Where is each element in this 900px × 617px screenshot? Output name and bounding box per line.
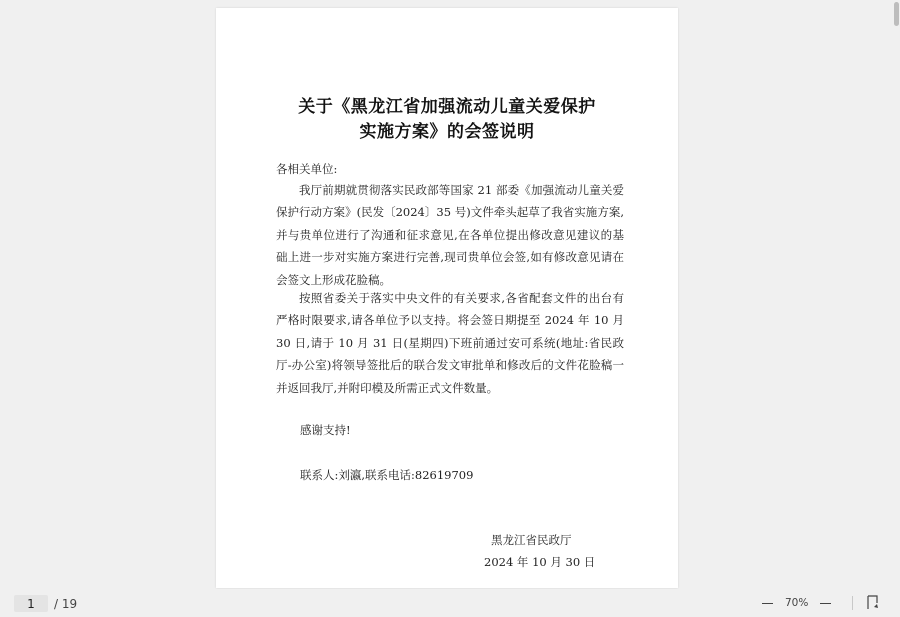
salutation: 各相关单位: [276, 162, 338, 176]
contact-info: 联系人:刘瀛,联系电话:82619709 [300, 468, 474, 482]
fit-page-icon[interactable] [866, 595, 880, 610]
zoom-level[interactable]: 70% [785, 597, 809, 609]
document-title-line-2: 实施方案》的会签说明 [359, 122, 535, 142]
document-title-line-1: 关于《黑龙江省加强流动儿童关爱保护 [298, 97, 596, 117]
body-paragraph-1: 我厅前期就贯彻落实民政部等国家 21 部委《加强流动儿童关爱保护行动方案》(民发〔2024〕35 号)文件牵头起草了我省实施方案,并与贵单位进行了沟通和征求意见,在各单位提出修改意见建议的基础上进一步对实施方案进行完善,现司贵单位会签,如有修改意见请在会签文上形成花脸稿。 [276, 183, 624, 287]
body-paragraph-2: 按照省委关于落实中央文件的有关要求,各省配套文件的出台有严格时限要求,请各单位予以支持。将会签日期提至 2024 年 10 月 30 日,请于 10 月 31 日(星期四)下班前通过安可系统(地址:省民政厅-办公室)将领导签批后的联合发文审批单和修改后的文件花脸稿一并返回我厅,并附印模及所需正式文件数量。 [276, 291, 624, 395]
scrollbar-thumb[interactable] [894, 2, 899, 26]
page-total: / 19 [54, 597, 78, 611]
bottom-toolbar [0, 589, 900, 617]
zoom-in-button[interactable] [818, 595, 834, 611]
vertical-scrollbar[interactable] [892, 0, 900, 590]
toolbar-divider [852, 596, 853, 610]
signature-date: 2024 年 10 月 30 日 [484, 555, 596, 569]
zoom-out-button[interactable] [760, 595, 776, 611]
closing-thanks: 感谢支持! [300, 423, 351, 437]
document-page [216, 8, 678, 588]
signature-organization: 黑龙江省民政厅 [491, 533, 572, 547]
page-number-input[interactable] [14, 595, 48, 612]
